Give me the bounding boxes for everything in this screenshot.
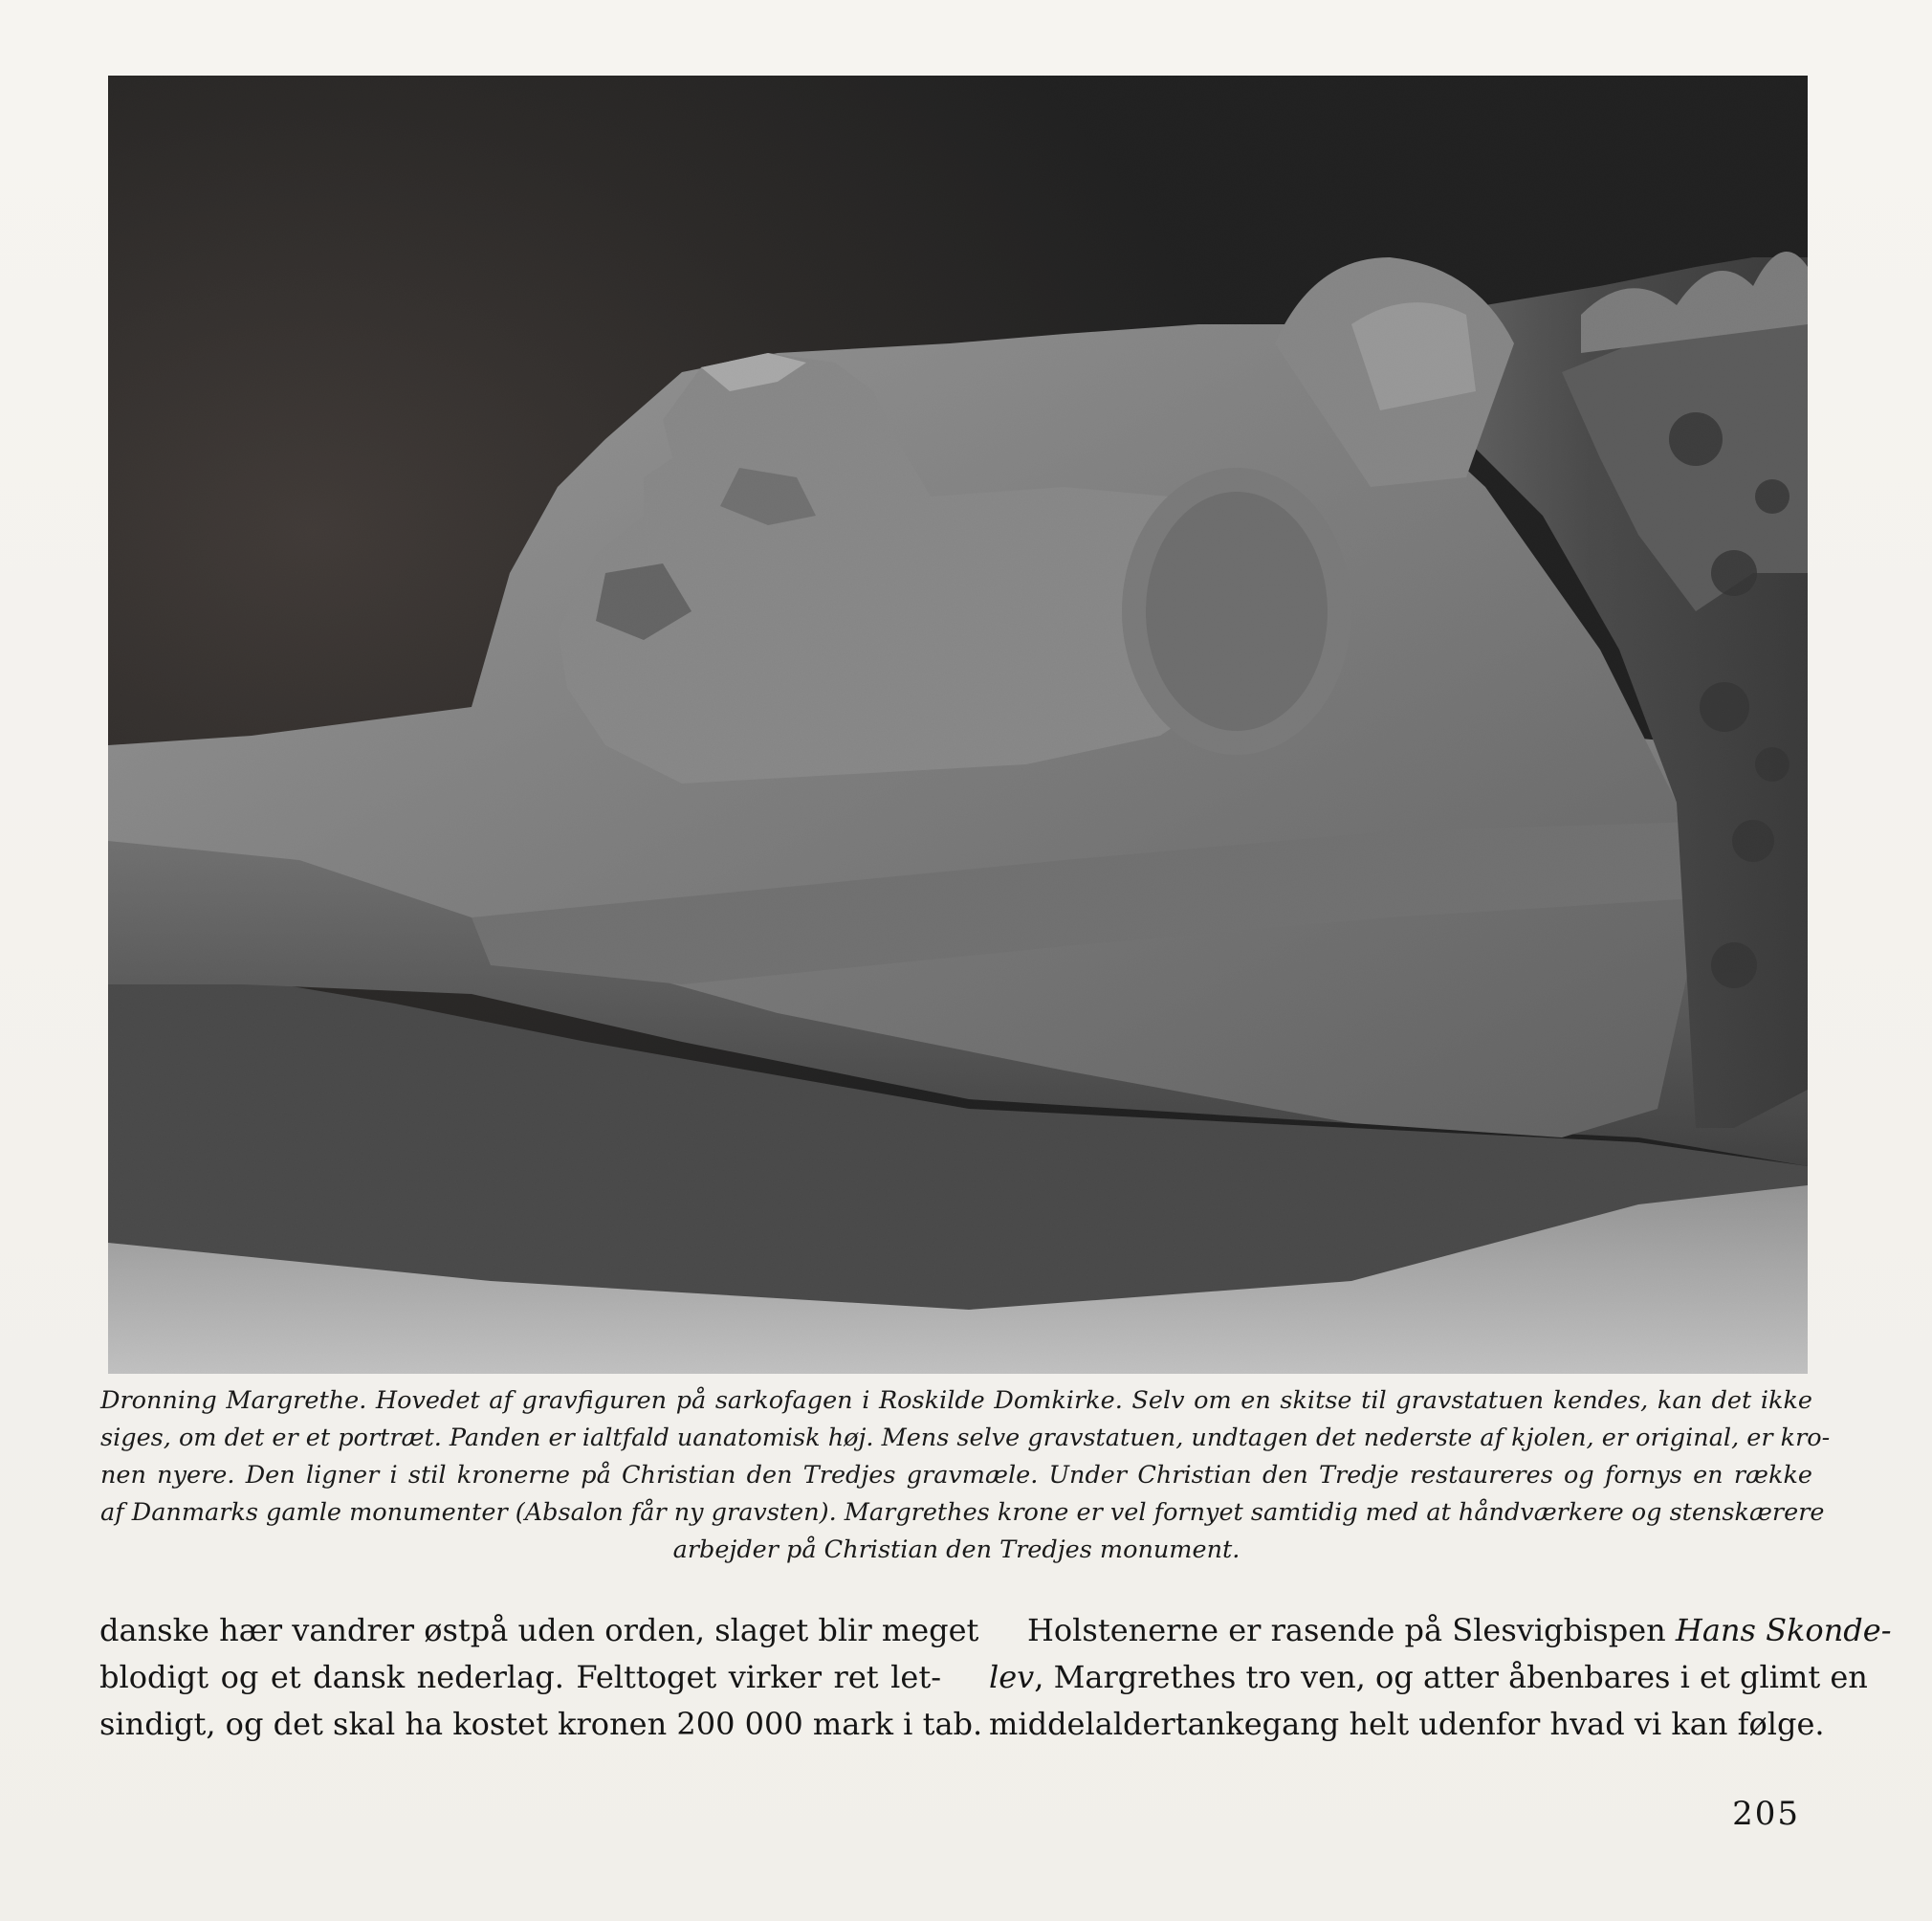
caption-line: siges, om det er et portræt. Panden er ialtfald uanatomisk høj. Mens selve gravstatuen, undtagen det nederste af kjolen, er original, er kro- — [100, 1424, 1831, 1452]
effigy-photo-illustration — [108, 76, 1808, 1374]
photo-caption — [100, 1382, 1831, 1569]
caption-line: Dronning Margrethe. Hovedet af gravfiguren på sarkofagen i Roskilde Domkirke. Selv om en skitse til gravstatuen kendes, kan det ikke — [100, 1386, 1812, 1415]
caption-line: af Danmarks gamle monumenter (Absalon får ny gravsten). Margrethes krone er vel fornyet samtidig med at håndværkere og stenskærere — [100, 1498, 1825, 1527]
body-text: Holstenerne er rasende på Slesvigbispen — [1027, 1612, 1676, 1648]
caption-line: arbejder på Christian den Tredjes monument. — [672, 1535, 1240, 1564]
body-column-left — [99, 1607, 983, 1748]
body-line — [989, 1654, 1868, 1701]
body-line: blodigt og et dansk nederlag. Felttoget virker ret let- — [99, 1659, 941, 1695]
effigy-photograph — [108, 76, 1808, 1374]
caption-line: nen nyere. Den ligner i stil kronerne på Christian den Tredjes gravmæle. Under Christian den Tredje restaureres og fornys en række — [100, 1461, 1812, 1490]
person-name: Hans Skonde- — [1675, 1612, 1892, 1648]
body-line: danske hær vandrer østpå uden orden, slaget blir meget — [99, 1612, 979, 1648]
body-line: sindigt, og det skal ha kostet kronen 200 000 mark i tab. — [99, 1706, 983, 1742]
body-line: middelaldertankegang helt udenfor hvad vi kan følge. — [989, 1706, 1825, 1742]
page-number: 205 — [1732, 1795, 1800, 1833]
body-column-right — [989, 1607, 1892, 1748]
body-text: , Margrethes tro ven, og atter åbenbares i et glimt en — [1034, 1659, 1868, 1695]
body-line — [989, 1607, 1892, 1654]
person-name: lev — [989, 1659, 1035, 1695]
